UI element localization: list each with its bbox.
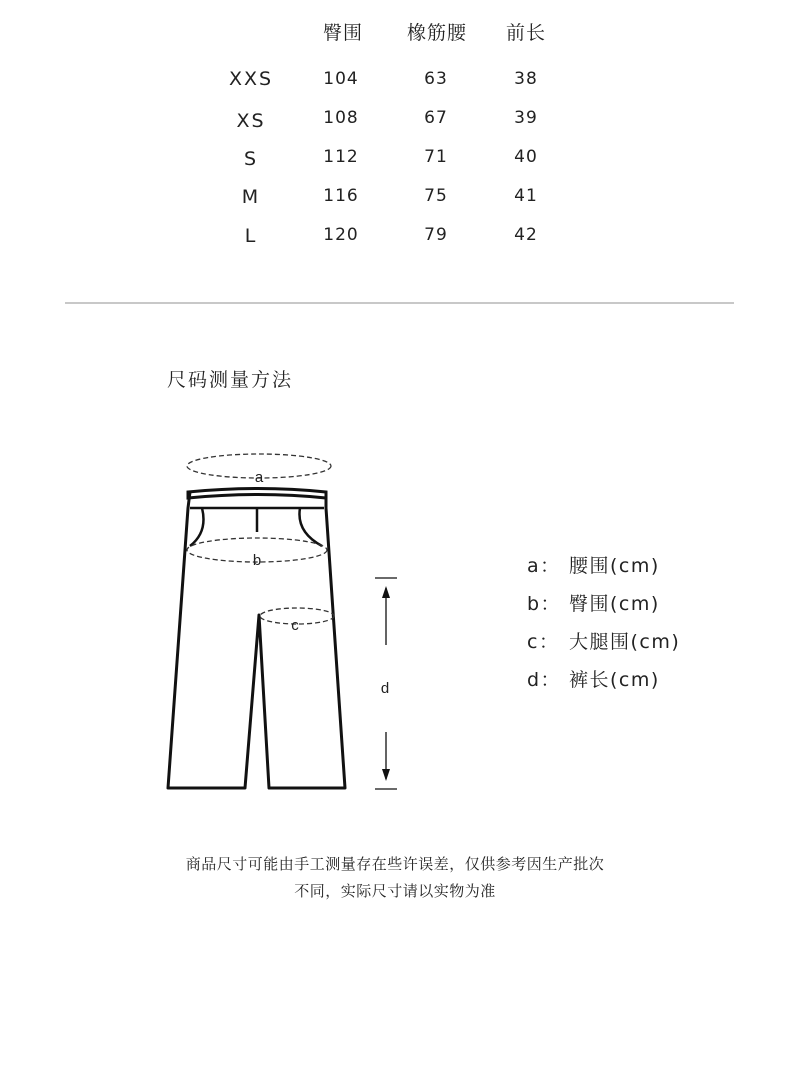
size-label: L bbox=[244, 225, 258, 247]
length-up-arrow bbox=[382, 586, 390, 598]
waist-value: 75 bbox=[424, 186, 448, 206]
waist-value: 67 bbox=[424, 108, 448, 128]
waist-value: 63 bbox=[424, 69, 448, 89]
legend-key: a： bbox=[527, 555, 561, 577]
legend-item bbox=[527, 551, 660, 578]
legend-item bbox=[527, 589, 660, 616]
length-value: 42 bbox=[514, 225, 538, 245]
legend-text: 臀围(cm) bbox=[569, 593, 660, 615]
waist-value: 71 bbox=[424, 147, 448, 167]
legend-key: d： bbox=[527, 669, 562, 691]
right-pocket bbox=[299, 508, 322, 546]
section-divider bbox=[65, 302, 734, 304]
legend-text: 腰围(cm) bbox=[569, 555, 660, 577]
length-value: 38 bbox=[514, 69, 538, 89]
legend-key: b： bbox=[527, 593, 562, 615]
length-value: 39 bbox=[514, 108, 538, 128]
length-value: 41 bbox=[514, 186, 538, 206]
disclaimer-line-1: 商品尺寸可能由手工测量存在些许误差，仅供参考因生产批次 bbox=[185, 855, 605, 873]
diagram-label-c: c bbox=[291, 617, 299, 634]
hip-value: 108 bbox=[323, 108, 359, 128]
legend-text: 裤长(cm) bbox=[569, 669, 660, 691]
waist-value: 79 bbox=[424, 225, 448, 245]
size-label: S bbox=[243, 148, 259, 170]
size-label: M bbox=[241, 186, 261, 208]
diagram-label-d: d bbox=[380, 680, 390, 697]
length-down-arrow bbox=[382, 769, 390, 781]
hip-value: 104 bbox=[323, 69, 359, 89]
legend-item bbox=[527, 665, 660, 692]
hip-value: 116 bbox=[323, 186, 359, 206]
diagram-label-a: a bbox=[254, 469, 264, 486]
size-label: XS bbox=[236, 110, 266, 132]
pants-waistband bbox=[188, 489, 326, 499]
length-value: 40 bbox=[514, 147, 538, 167]
pants-outline bbox=[168, 492, 345, 788]
legend-item bbox=[527, 627, 680, 654]
legend-key: c： bbox=[527, 631, 560, 653]
pants-diagram bbox=[150, 440, 410, 820]
hip-value: 112 bbox=[323, 147, 359, 167]
measure-section-title: 尺码测量方法 bbox=[167, 369, 294, 391]
header-elastic-waist: 橡筋腰 bbox=[407, 22, 468, 44]
header-hip: 臀围 bbox=[323, 22, 364, 44]
hip-value: 120 bbox=[323, 225, 359, 245]
header-front-length: 前长 bbox=[506, 22, 547, 44]
size-label: XXS bbox=[228, 68, 274, 90]
left-pocket bbox=[190, 508, 204, 546]
legend-text: 大腿围(cm) bbox=[569, 631, 681, 653]
disclaimer-line-2: 不同，实际尺寸请以实物为准 bbox=[294, 882, 496, 900]
diagram-label-b: b bbox=[252, 552, 262, 569]
